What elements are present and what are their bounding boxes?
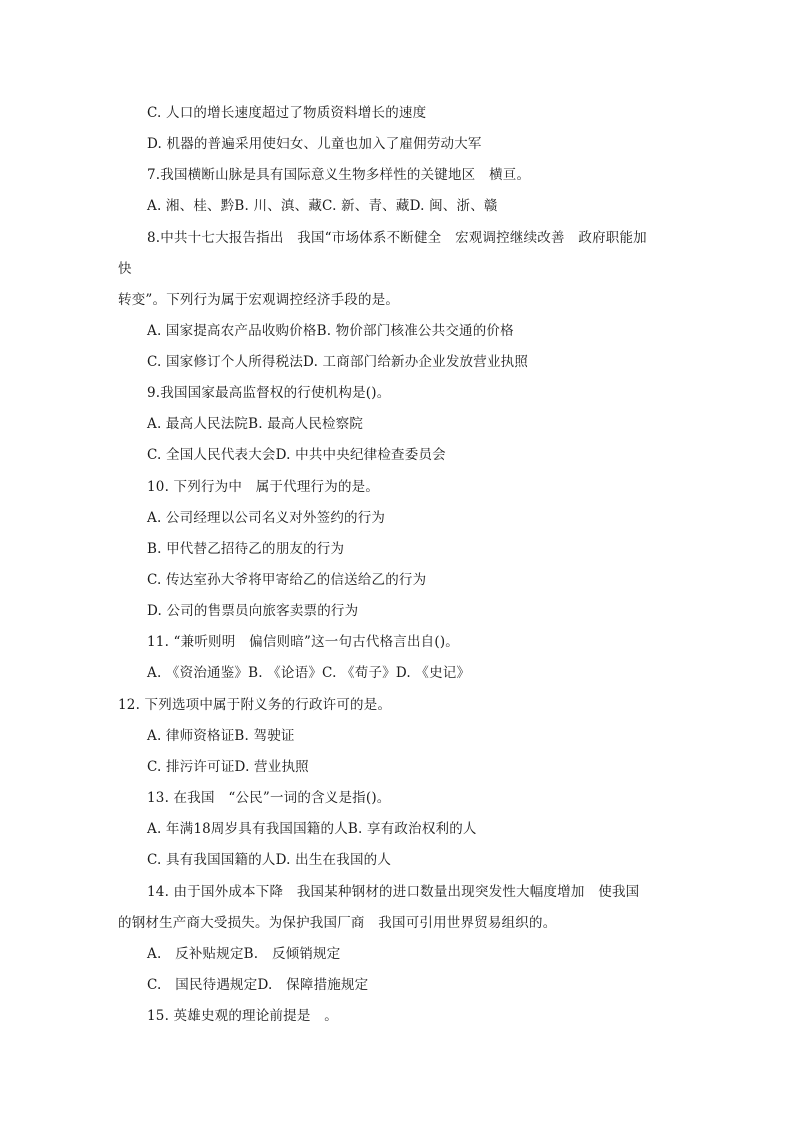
- question-6-option-d: D. 机器的普遍采用使妇女、儿童也加入了雇佣劳动大军: [147, 136, 482, 152]
- question-13-options-cd: C. 具有我国国籍的人D. 出生在我国的人: [147, 852, 392, 868]
- question-8-stem-line1: 8.中共十七大报告指出 我国“市场体系不断健全 宏观调控继续改善 政府职能加: [147, 230, 647, 246]
- question-10-stem: 10. 下列行为中 属于代理行为的是。: [147, 479, 380, 495]
- question-6-option-c: C. 人口的增长速度超过了物质资料增长的速度: [147, 105, 427, 121]
- question-9-options-ab: A. 最高人民法院B. 最高人民检察院: [147, 416, 364, 432]
- question-15-stem: 15. 英雄史观的理论前提是 。: [147, 1008, 338, 1024]
- question-13-options-ab: A. 年满18周岁具有我国国籍的人B. 享有政治权利的人: [147, 821, 477, 837]
- question-13-stem: 13. 在我国 “公民”一词的含义是指()。: [147, 790, 391, 806]
- question-9-options-cd: C. 全国人民代表大会D. 中共中央纪律检查委员会: [147, 447, 446, 463]
- question-11-options: A. 《资治通鉴》B. 《论语》C. 《荀子》D. 《史记》: [147, 665, 471, 681]
- question-10-option-c: C. 传达室孙大爷将甲寄给乙的信送给乙的行为: [147, 572, 427, 588]
- question-7-options: A. 湘、桂、黔B. 川、滇、藏C. 新、青、藏D. 闽、浙、赣: [147, 198, 498, 214]
- question-12-stem: 12. 下列选项中属于附义务的行政许可的是。: [118, 697, 392, 713]
- question-14-stem-line2: 的钢材生产商大受损失。为保护我国厂商 我国可引用世界贸易组织的。: [118, 915, 557, 931]
- question-8-options-ab: A. 国家提高农产品收购价格B. 物价部门核准公共交通的价格: [147, 323, 514, 339]
- question-12-options-ab: A. 律师资格证B. 驾驶证: [147, 728, 295, 744]
- question-10-option-d: D. 公司的售票员向旅客卖票的行为: [147, 603, 359, 619]
- question-10-option-b: B. 甲代替乙招待乙的朋友的行为: [147, 541, 345, 557]
- question-14-stem-line1: 14. 由于国外成本下降 我国某种钢材的进口数量出现突发性大幅度增加 使我国: [147, 884, 640, 900]
- question-7-stem: 7.我国横断山脉是具有国际意义生物多样性的关键地区 横亘。: [147, 167, 531, 183]
- question-10-option-a: A. 公司经理以公司名义对外签约的行为: [147, 510, 386, 526]
- question-8-options-cd: C. 国家修订个人所得税法D. 工商部门给新办企业发放营业执照: [147, 354, 529, 370]
- question-14-options-cd: C. 国民待遇规定D. 保障措施规定: [147, 977, 369, 993]
- question-14-options-ab: A. 反补贴规定B. 反倾销规定: [147, 946, 341, 962]
- question-11-stem: 11. “兼听则明 偏信则暗”这一句古代格言出自()。: [147, 634, 459, 650]
- question-8-stem-line3: 转变”。下列行为属于宏观调控经济手段的是。: [118, 292, 400, 308]
- question-9-stem: 9.我国国家最高监督权的行使机构是()。: [147, 385, 391, 401]
- question-8-stem-line2: 快: [118, 261, 132, 277]
- question-12-options-cd: C. 排污许可证D. 营业执照: [147, 759, 309, 775]
